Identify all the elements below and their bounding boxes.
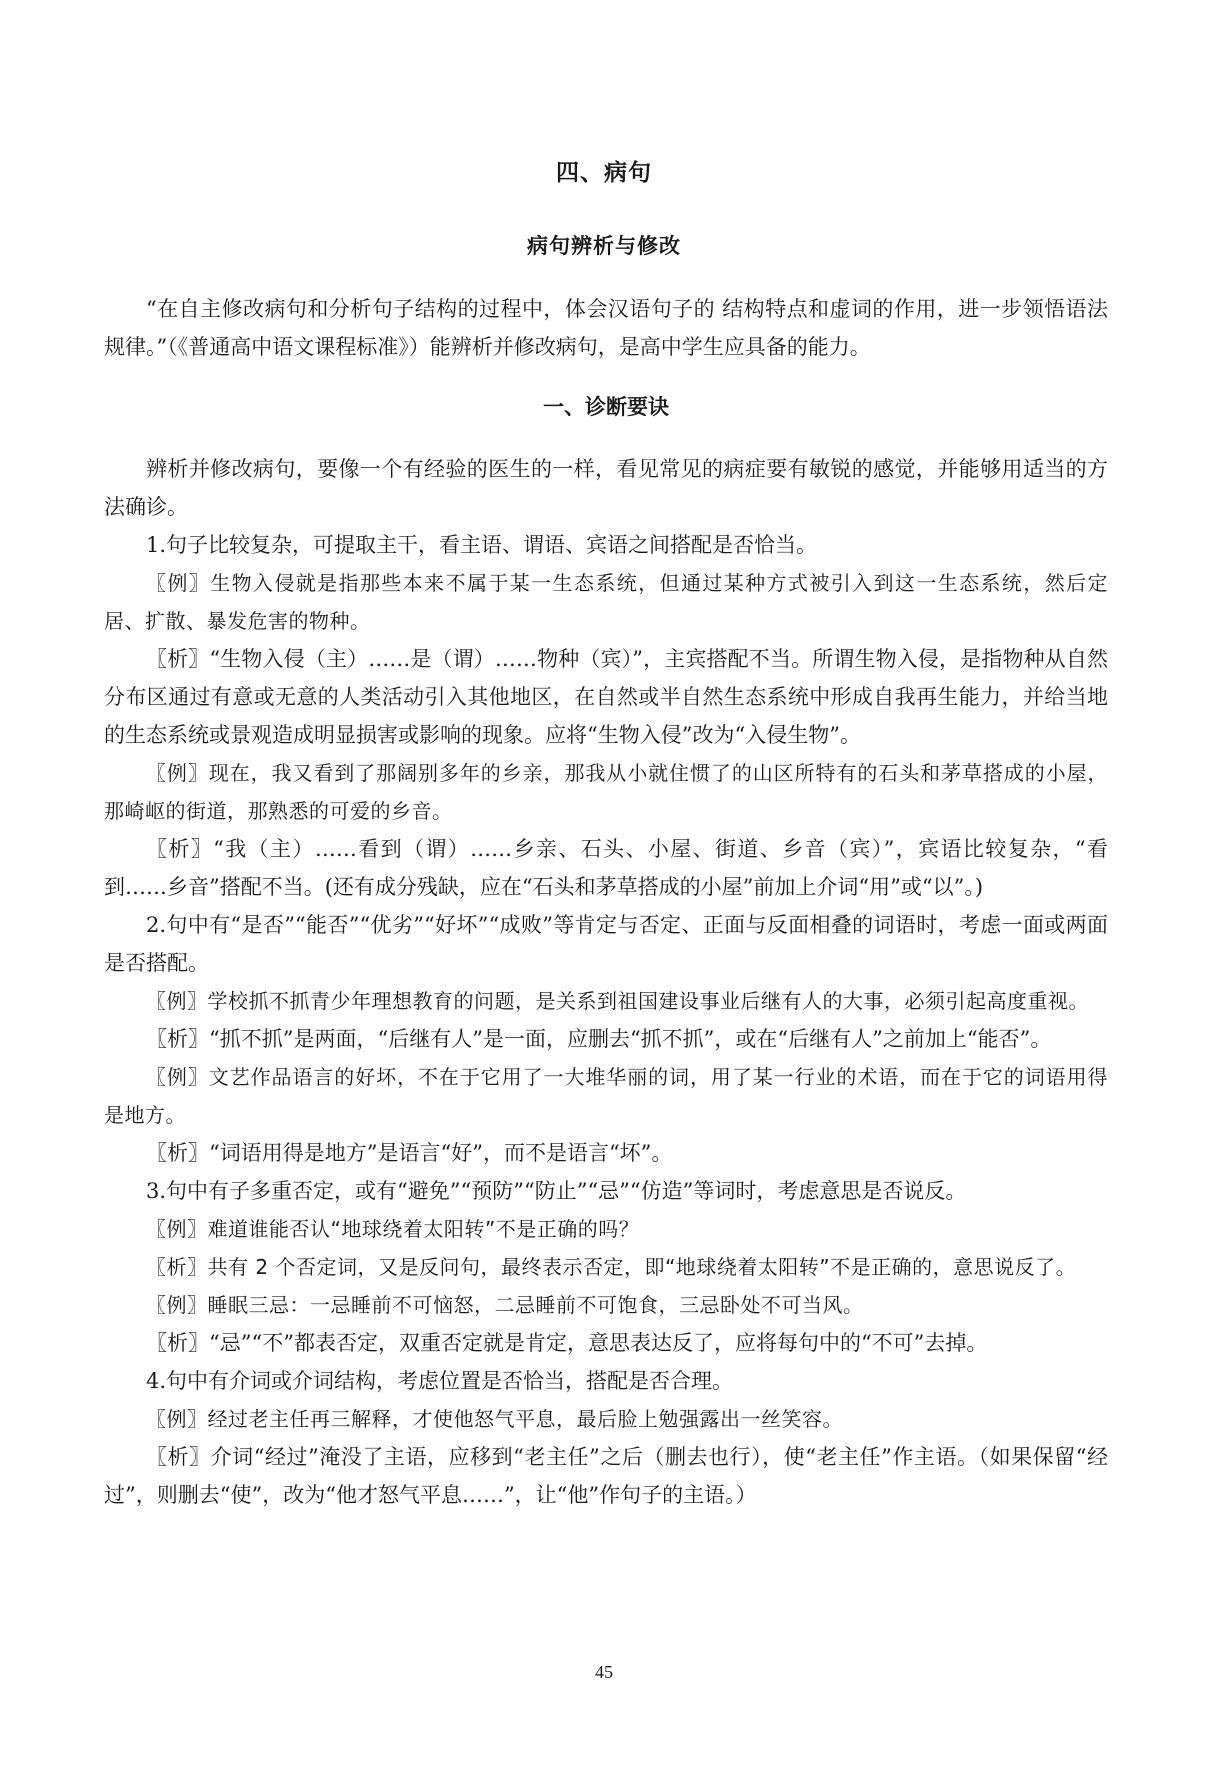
page-content <box>104 290 1108 1514</box>
paragraph: 辨析并修改病句，要像一个有经验的医生的一样，看见常见的病症要有敏锐的感觉，并能够用适当的方法确诊。 <box>104 457 1108 519</box>
chapter-title: 四、病句 <box>556 160 652 186</box>
analysis-text: 〖析〗“词语用得是地方”是语言“好”，而不是语言“坏”。 <box>146 1141 673 1165</box>
example-sentence: 〖例〗文艺作品语言的好坏，不在于它用了一大堆华丽的词，用了某一行业的术语，而在于它的词语用得是地方。 <box>104 1065 1108 1127</box>
page-number: 45 <box>595 1662 613 1682</box>
rule-item: 3.句中有子多重否定，或有“避免”“预防”“防止”“忌”“仿造”等词时，考虑意思是否说反。 <box>146 1179 967 1203</box>
example-sentence: 〖例〗生物入侵就是指那些本来不属于某一生态系统，但通过某种方式被引入到这一生态系统，然后定居、扩散、暴发危害的物种。 <box>104 571 1108 633</box>
example-sentence: 〖例〗经过老主任再三解释，才使他怒气平息，最后脸上勉强露出一丝笑容。 <box>146 1407 843 1431</box>
example-sentence: 〖例〗学校抓不抓青少年理想教育的问题，是关系到祖国建设事业后继有人的大事，必须引起高度重视。 <box>146 989 1089 1013</box>
part-heading: 一、诊断要诀 <box>543 395 669 419</box>
analysis-text: 〖析〗“我（主）……看到（谓）……乡亲、石头、小屋、街道、乡音（宾）”，宾语比较复杂，“看到……乡音”搭配不当。(还有成分残缺，应在“石头和茅草搭成的小屋”前加上介词“用”或“以”。) <box>104 837 1108 899</box>
analysis-text: 〖析〗“生物入侵（主）……是（谓）……物种（宾）”，主宾搭配不当。所谓生物入侵，是指物种从自然分布区通过有意或无意的人类活动引入其他地区，在自然或半自然生态系统中形成自我再生能力，并给当地的生态系统或景观造成明显损害或影响的现象。应将“生物入侵”改为“入侵生物”。 <box>104 647 1108 747</box>
example-sentence: 〖例〗现在，我又看到了那阔别多年的乡亲，那我从小就住惯了的山区所特有的石头和茅草搭成的小屋，那崎岖的街道，那熟悉的可爱的乡音。 <box>104 761 1108 823</box>
rule-item: 1.句子比较复杂，可提取主干，看主语、谓语、宾语之间搭配是否恰当。 <box>146 533 818 557</box>
intro-paragraph: “在自主修改病句和分析句子结构的过程中，体会汉语句子的 结构特点和虚词的作用，进一步领悟语法规律。”（《普通高中语文课程标准》）能辨析并修改病句，是高中学生应具备的能力。 <box>104 297 1108 359</box>
rule-item: 2.句中有“是否”“能否”“优劣”“好坏”“成败”等肯定与否定、正面与反面相叠的词语时，考虑一面或两面是否搭配。 <box>104 913 1108 975</box>
analysis-text: 〖析〗“抓不抓”是两面，“后继有人”是一面，应删去“抓不抓”，或在“后继有人”之前加上“能否”。 <box>146 1027 1052 1051</box>
rule-item: 4.句中有介词或介词结构，考虑位置是否恰当，搭配是否合理。 <box>146 1369 734 1393</box>
analysis-text: 〖析〗介词“经过”淹没了主语，应移到“老主任”之后（删去也行），使“老主任”作主语。（如果保留“经过”，则删去“使”，改为“他才怒气平息……”，让“他”作句子的主语。） <box>104 1445 1108 1507</box>
example-sentence: 〖例〗睡眠三忌：一忌睡前不可恼怒，二忌睡前不可饱食，三忌卧处不可当风。 <box>146 1293 864 1317</box>
analysis-text: 〖析〗“忌”“不”都表否定，双重否定就是肯定，意思表达反了，应将每句中的“不可”去掉。 <box>146 1331 988 1355</box>
analysis-text: 〖析〗共有 2 个否定词，又是反问句，最终表示否定，即“地球绕着太阳转”不是正确的，意思说反了。 <box>146 1255 1077 1279</box>
section-title: 病句辨析与修改 <box>527 234 681 258</box>
example-sentence: 〖例〗难道谁能否认“地球绕着太阳转”不是正确的吗？ <box>146 1217 640 1241</box>
